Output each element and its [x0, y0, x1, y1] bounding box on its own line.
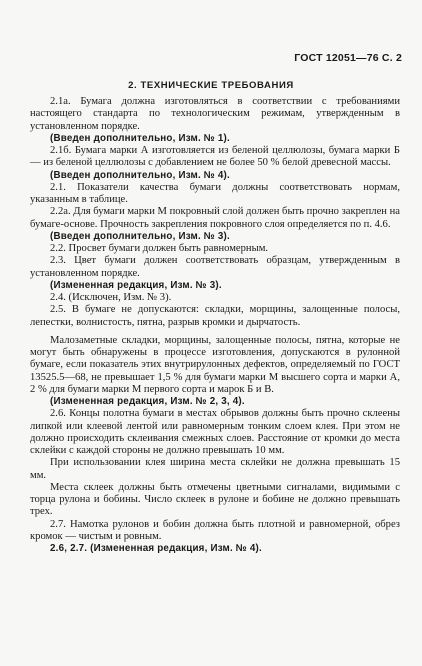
paragraph-2-5-defects: Малозаметные складки, морщины, залощенные полосы, пятна, которые не могут быть обнаружены в процессе изготовления, допускаются в рулонной бумаге, если показатель этих внутрирулонных дефектов, определяемый по ГОСТ 13525.5—68, не превышает 1,5 % для бумаги марки М высшего сорта и марки А, 2 % для бумаги марки М первого сорта и марок Б и В. [30, 334, 400, 395]
paragraph-2-6-glue: При использовании клея ширина места склейки не должна превышать 15 мм. [30, 457, 400, 481]
paragraph-2-6: 2.6. Концы полотна бумаги в местах обрывов должны быть прочно склеены липкой или клеевой лентой или равномерным тонким слоем клея. При этом не должно происходить склеивания смежных слоев. Расстояние от кромки до места склейки с каждой стороны не должно превышать 10 мм. [30, 408, 400, 456]
amendment-note: (Измененная редакция, Изм. № 3). [50, 279, 222, 291]
paragraph-2-6-marks: Места склеек должны быть отмечены цветными сигналами, видимыми с торца рулона и бобины. Число склеек в рулоне и бобине не должно превышать трех. [30, 481, 400, 518]
paragraph-2-5: 2.5. В бумаге не допускаются: складки, морщины, залощенные полосы, лепестки, волнистость, пятна, разрыв кромки и дырчатость. [30, 304, 400, 328]
page-header: ГОСТ 12051—76 С. 2 [294, 52, 402, 64]
paragraph-2-2a: 2.2а. Для бумаги марки М покровный слой должен быть прочно закреплен на бумаге-основе. Прочность закрепления покровного слоя определяется по п. 4.6. [30, 206, 400, 230]
amendment-note: (Введен дополнительно, Изм. № 4). [50, 169, 230, 181]
paragraph-2-1: 2.1. Показатели качества бумаги должны соответствовать нормам, указанным в таблице. [30, 181, 400, 205]
paragraph-2-2: 2.2. Просвет бумаги должен быть равномерным. [50, 243, 269, 254]
amendment-note: (Введен дополнительно, Изм. № 3). [50, 230, 230, 242]
section-body [30, 96, 400, 555]
paragraph-2-1a: 2.1а. Бумага должна изготовляться в соответствии с требованиями настоящего стандарта по технологическим режимам, утвержденным в установленном порядке. [30, 96, 400, 132]
paragraph-2-7: 2.7. Намотка рулонов и бобин должна быть плотной и равномерной, обрез кромок — чистым и ровным. [30, 518, 400, 542]
amendment-note: (Измененная редакция, Изм. № 2, 3, 4). [50, 396, 245, 407]
section-title: 2. ТЕХНИЧЕСКИЕ ТРЕБОВАНИЯ [128, 80, 294, 91]
amendment-note: (Введен дополнительно, Изм. № 1). [50, 132, 230, 144]
paragraph-2-1b: 2.1б. Бумага марки А изготовляется из беленой целлюлозы, бумага марки Б — из беленой целлюлозы с добавлением не более 50 % белой древесной массы. [30, 145, 400, 169]
paragraph-2-4: 2.4. (Исключен, Изм. № 3). [50, 292, 172, 303]
amendment-note: 2.6, 2.7. (Измененная редакция, Изм. № 4). [50, 543, 262, 554]
paragraph-2-3: 2.3. Цвет бумаги должен соответствовать образцам, утвержденным в установленном порядке. [30, 255, 400, 279]
